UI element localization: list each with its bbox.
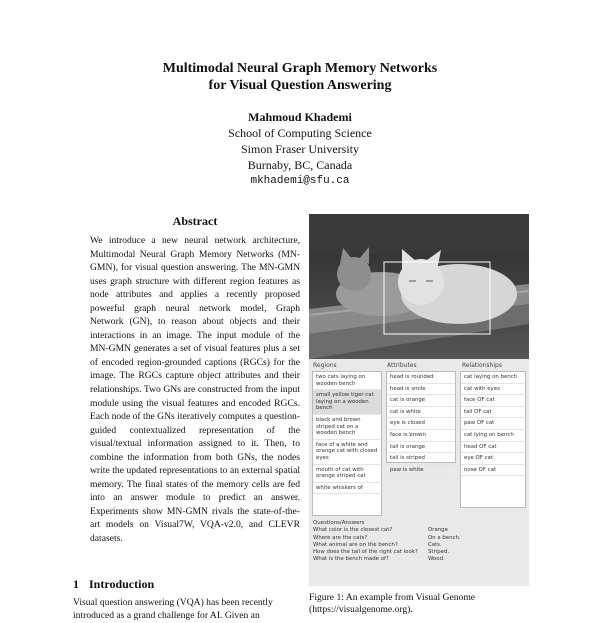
abstract-text: We introduce a new neural network architecture, Multimodal Neural Graph Memory Networks (MN-GMN), for visual question answering. The MN-GMN uses graph structure with different region features as node attributes and applies a recently proposed powerful graph neural network model, Graph Network (GN), to reason about objects and their interactions in an image. The input module of the MN-GMN generates a set of visual features plus a set of encoded region-grounded captions (RGCs) for the image. The RGCs capture object attributes and their relationships. Two GNs are constructed from the input module using the visual features and encoded RGCs. Each node of the GNs iteratively computes a question-guided contextualized representation of the visual/textual information assigned to it. Then, to combine the information from both GNs, the nodes write the updated representations to an external spatial memory. The final states of the memory cells are fed into an answer module to predict an answer. Experiments show MN-GMN rivals the state-of-the-art models on Visual7W, VQA-v2.0, and CLEVR datasets. bbox=[90, 235, 300, 545]
relationships-header: Relationships bbox=[462, 362, 502, 369]
answer: Striped. bbox=[428, 549, 450, 556]
qa-row bbox=[313, 535, 525, 542]
answer: On a bench. bbox=[428, 534, 461, 541]
region-item[interactable]: face of a white and orange cat with closed eyes bbox=[313, 440, 381, 465]
region-item[interactable]: black and brown striped cat on a wooden bench bbox=[313, 415, 381, 440]
attribute-item[interactable]: head is rounded bbox=[387, 372, 455, 384]
question: How does the tail of the right cat look? bbox=[313, 549, 418, 556]
title-line-2: for Visual Question Answering bbox=[208, 78, 392, 93]
answer: Cats. bbox=[428, 541, 442, 548]
relationship-item[interactable]: eye OF cat bbox=[461, 453, 525, 465]
relationship-item[interactable]: cat lying on bench bbox=[461, 430, 525, 442]
qa-row bbox=[313, 527, 525, 534]
answer: Wood. bbox=[428, 556, 445, 563]
relationships-list[interactable] bbox=[460, 371, 526, 508]
annotation-panel bbox=[309, 359, 529, 586]
figure-1 bbox=[309, 214, 529, 586]
qa-row bbox=[313, 549, 525, 556]
relationship-item[interactable]: head OF cat bbox=[461, 442, 525, 454]
qa-section bbox=[313, 520, 525, 564]
regions-list[interactable] bbox=[312, 371, 382, 516]
question: What is the bench made of? bbox=[313, 556, 389, 563]
title-line-1: Multimodal Neural Graph Memory Networks bbox=[162, 61, 438, 76]
region-item[interactable]: white whiskers of bbox=[313, 483, 381, 495]
region-item[interactable]: two cats laying on wooden bench bbox=[313, 372, 381, 390]
relationship-item[interactable]: tail OF cat bbox=[461, 407, 525, 419]
affiliation: School of Computing Science bbox=[228, 126, 372, 140]
attribute-item[interactable]: cat is white bbox=[387, 407, 455, 419]
abstract-heading: Abstract bbox=[172, 214, 218, 228]
attribute-item[interactable]: tail is striped bbox=[387, 453, 455, 465]
section-title: Introduction bbox=[89, 577, 155, 591]
region-item-selected[interactable]: small yellow tiger cat laying on a wooden bench bbox=[313, 390, 381, 415]
attribute-item[interactable]: face is brown bbox=[387, 430, 455, 442]
qa-row bbox=[313, 542, 525, 549]
qa-row bbox=[313, 556, 525, 563]
qa-header: Questions/Answers bbox=[313, 520, 365, 526]
author-name: Mahmoud Khademi bbox=[248, 110, 352, 124]
paper-title bbox=[0, 60, 600, 94]
question: What animal are on the bench? bbox=[313, 541, 398, 548]
attribute-item[interactable]: eye is closed bbox=[387, 418, 455, 430]
region-item[interactable]: mouth of cat with orange striped cat bbox=[313, 465, 381, 483]
cat-photo bbox=[309, 214, 529, 359]
section-number: 1 bbox=[73, 577, 79, 591]
question: What color is the closest cat? bbox=[313, 527, 393, 534]
question: Where are the cats? bbox=[313, 534, 368, 541]
university: Simon Fraser University bbox=[241, 142, 359, 156]
relationship-item[interactable]: cat with eyes bbox=[461, 384, 525, 396]
relationship-item[interactable]: paw OF cat bbox=[461, 418, 525, 430]
answer: Orange bbox=[428, 527, 448, 534]
attribute-item[interactable]: head is smile bbox=[387, 384, 455, 396]
introduction-heading bbox=[73, 577, 154, 592]
figure-caption: Figure 1: An example from Visual Genome (https://visualgenome.org). bbox=[309, 592, 476, 615]
location: Burnaby, BC, Canada bbox=[247, 158, 353, 172]
attributes-header: Attributes bbox=[387, 362, 417, 369]
attribute-item[interactable]: tail is orange bbox=[387, 442, 455, 454]
regions-header: Regions bbox=[313, 362, 337, 369]
introduction-text: Visual question answering (VQA) has been recently introduced as a grand challenge for AI. Given an bbox=[73, 597, 273, 622]
author-block bbox=[0, 109, 600, 189]
author-email[interactable]: mkhademi@sfu.ca bbox=[250, 175, 350, 187]
relationship-item[interactable]: cat laying on bench bbox=[461, 372, 525, 384]
relationship-item[interactable]: nose OF cat bbox=[461, 465, 525, 477]
attribute-item[interactable]: cat is orange bbox=[387, 395, 455, 407]
relationship-item[interactable]: face OF cat bbox=[461, 395, 525, 407]
attribute-item[interactable]: paw is white bbox=[387, 465, 455, 477]
attributes-list[interactable] bbox=[386, 371, 456, 473]
